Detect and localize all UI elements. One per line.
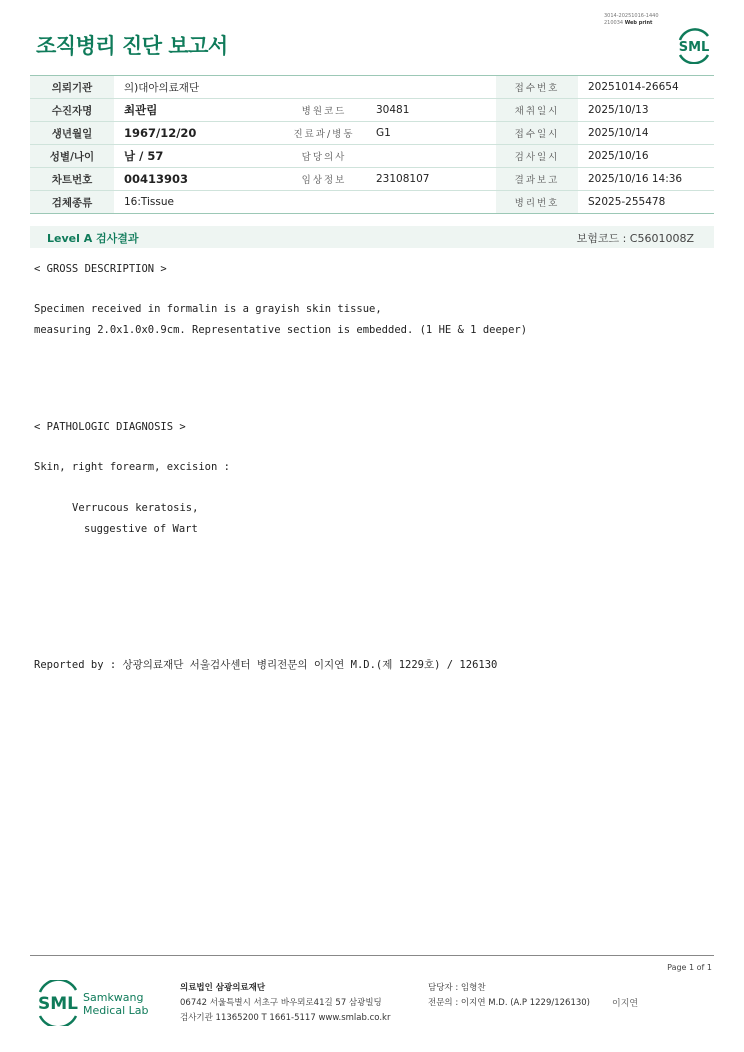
insurance-code: 보험코드 : C5601008Z <box>576 232 694 245</box>
footer-address: 06742 서울특별시 서초구 바우뫼로41길 57 삼광빌딩 <box>180 998 382 1008</box>
print-id-line1: 3014-20251016-1440 <box>604 13 659 19</box>
gross-line-2: measuring 2.0x1.0x0.9cm. Representative section is embedded. (1 HE & 1 deeper) <box>34 324 528 336</box>
info-label: 진료과/병동 <box>282 122 366 145</box>
info-label: 임상정보 <box>282 168 366 191</box>
patient-info-table <box>30 75 714 214</box>
info-label: 검체종류 <box>30 191 114 214</box>
result-level-label: Level A 검사결과 <box>47 232 139 245</box>
info-label: 성별/나이 <box>30 145 114 168</box>
info-value: 00413903 <box>114 168 282 191</box>
info-row <box>30 191 714 214</box>
info-value: 2025/10/14 <box>578 122 714 145</box>
info-value <box>366 145 496 168</box>
footer-org: 의료법인 삼광의료재단 <box>180 983 266 993</box>
info-row <box>30 145 714 168</box>
info-label: 채취일시 <box>496 99 578 122</box>
print-id-line2: 210034 <box>604 20 624 26</box>
footer-staff: 담당자 : 임형찬 <box>428 983 486 993</box>
footer-specialist: 전문의 : 이지연 M.D. (A.P 1229/126130) <box>428 998 590 1008</box>
footer-logo <box>36 980 156 1030</box>
info-value: 2025/10/13 <box>578 99 714 122</box>
svg-text:Medical Lab: Medical Lab <box>83 1004 149 1017</box>
info-value: 16:Tissue <box>114 191 282 214</box>
reported-by: Reported by : 상광의료재단 서울검사센터 병리전문의 이지연 M.D.(제 1229호) / 126130 <box>34 659 498 671</box>
footer-divider <box>30 955 714 956</box>
info-value: 남 / 57 <box>114 145 282 168</box>
info-label: 의뢰기관 <box>30 76 114 99</box>
info-label: 생년월일 <box>30 122 114 145</box>
info-label: 병리번호 <box>496 191 578 214</box>
info-value: 1967/12/20 <box>114 122 282 145</box>
diagnosis-line-2: suggestive of Wart <box>84 523 198 535</box>
info-label: 결과보고 <box>496 168 578 191</box>
info-value: 2025/10/16 14:36 <box>578 168 714 191</box>
info-value <box>366 191 496 214</box>
info-value: 최관림 <box>114 99 282 122</box>
signature: 이지연 <box>612 999 639 1009</box>
diagnosis-heading: < PATHOLOGIC DIAGNOSIS > <box>34 421 186 433</box>
info-value: G1 <box>366 122 496 145</box>
print-id <box>604 13 659 27</box>
page-title: 조직병리 진단 보고서 <box>36 34 228 58</box>
info-value <box>366 76 496 99</box>
info-value: 20251014-26654 <box>578 76 714 99</box>
info-label: 병원코드 <box>282 99 366 122</box>
svg-text:SML: SML <box>38 994 78 1014</box>
info-label: 접수일시 <box>496 122 578 145</box>
footer-sml-logo <box>36 980 156 1026</box>
diagnosis-line-1: Verrucous keratosis, <box>72 502 199 514</box>
info-value: 23108107 <box>366 168 496 191</box>
footer-contact: 검사기관 11365200 T 1661-5117 www.smlab.co.kr <box>180 1013 391 1023</box>
svg-text:Samkwang: Samkwang <box>83 991 144 1004</box>
info-value: 30481 <box>366 99 496 122</box>
gross-heading: < GROSS DESCRIPTION > <box>34 263 167 275</box>
sml-logo <box>674 24 714 64</box>
info-label <box>282 191 366 214</box>
info-label: 검사일시 <box>496 145 578 168</box>
info-row <box>30 76 714 99</box>
info-value: 의)대아의료재단 <box>114 76 282 99</box>
info-value: S2025-255478 <box>578 191 714 214</box>
diagnosis-site: Skin, right forearm, excision : <box>34 461 230 473</box>
info-value: 2025/10/16 <box>578 145 714 168</box>
info-label: 수진자명 <box>30 99 114 122</box>
gross-line-1: Specimen received in formalin is a grayish skin tissue, <box>34 303 382 315</box>
sml-logo-text: SML <box>678 40 710 55</box>
info-row <box>30 122 714 145</box>
info-label: 담당의사 <box>282 145 366 168</box>
info-label: 차트번호 <box>30 168 114 191</box>
info-row <box>30 168 714 191</box>
info-label: 접수번호 <box>496 76 578 99</box>
print-label: Web print <box>624 20 653 26</box>
info-label <box>282 76 366 99</box>
page-number: Page 1 of 1 <box>667 963 712 972</box>
info-row <box>30 99 714 122</box>
result-bar <box>30 226 714 248</box>
